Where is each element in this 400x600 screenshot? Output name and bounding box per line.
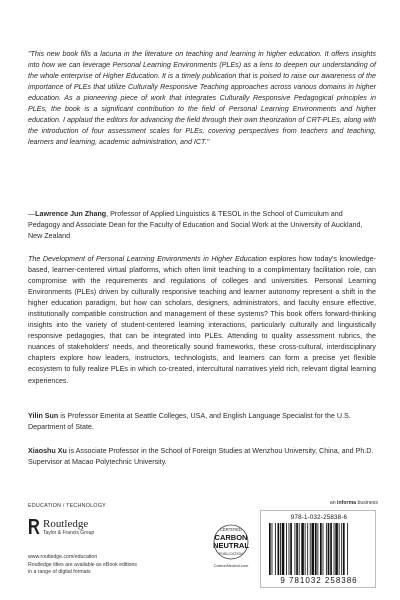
barcode-bar <box>305 523 306 575</box>
isbn-number: 978-1-032-25838-6 <box>290 514 348 521</box>
barcode-bar <box>272 523 273 575</box>
ebook-note: in a range of digital formats <box>28 569 91 575</box>
editor-name: Yilin Sun <box>28 412 59 420</box>
barcode-bar <box>295 523 296 575</box>
barcode-bar <box>335 523 338 575</box>
barcode-bar <box>278 523 280 575</box>
barcode-icon <box>269 523 369 575</box>
barcode-bar <box>317 523 318 575</box>
barcode-bar <box>330 523 332 575</box>
endorsement-quote: "This new book fills a lacuna in the literature on teaching and learning in higher education. It offers insights into how we can leverage Personal Learning Environments (PLEs) as a lens to deepen our understanding of the whole enterprise of Higher Education. It is a timely publication that is poised to raise our awareness of the importance of PLEs that utilize Culturally Responsive Teaching approaches across various domains in higher education. As a pioneering piece of work that integrates Culturally Responsive Pedagogical principles in PLEs, the book is a significant contribution to the field of Personal Learning Environments and higher education. I applaud the editors for advancing the field through their own theorization of CRT-PLEs, along with the introduction of four assessment scales for PLEs, covering perspectives from teachers and teaching, learners and learning, academic administration, and ICT." <box>28 50 376 147</box>
barcode-bar <box>334 523 335 575</box>
attribution-dash: — <box>28 210 36 218</box>
barcode-bar <box>326 523 327 575</box>
editor-name: Xiaoshu Xu <box>28 447 67 455</box>
barcode-box <box>260 510 376 588</box>
barcode-bar <box>301 523 304 575</box>
barcode-bar <box>343 523 345 575</box>
carbon-url: CarbonNeutral.com <box>213 563 249 568</box>
barcode-bar <box>315 523 317 575</box>
carbon-neutral-seal-icon <box>205 523 257 561</box>
barcode-bar <box>323 523 324 575</box>
barcode-bar <box>310 523 311 575</box>
book-title: The Development of Personal Learning Environments in Higher Education <box>28 255 267 263</box>
barcode-bar <box>280 523 281 575</box>
carbon-certified: CERTIFIED <box>219 527 243 532</box>
informa-brand: informa <box>337 500 357 506</box>
endorser-name: Lawrence Jun Zhang <box>35 210 107 218</box>
carbon-word: CARBON <box>214 533 248 542</box>
barcode-bar <box>299 523 300 575</box>
barcode-bar <box>282 523 285 575</box>
barcode-bar <box>320 523 322 575</box>
informa-prefix: an <box>329 500 338 506</box>
barcode-bar <box>269 523 271 575</box>
barcode-bar <box>341 523 342 575</box>
barcode-bar <box>289 523 290 575</box>
barcode-bar <box>275 523 276 575</box>
editor-description: is Associate Professor in the School of Foreign Studies at Wenzhou University, China, and Ph.D. Supervisor at Macao Polytechnic University. <box>28 447 374 467</box>
ebook-note: Routledge titles are available as eBook editions <box>28 562 138 568</box>
barcode-bar <box>290 523 292 575</box>
barcode-digits: 9 781032 258386 <box>280 576 358 585</box>
barcode-bar <box>296 523 298 575</box>
editor-bio <box>28 411 374 433</box>
book-description <box>28 254 376 387</box>
barcode-bar <box>286 523 287 575</box>
barcode-bar <box>312 523 315 575</box>
informa-line <box>330 500 378 506</box>
endorser-role: , Professor of Applied Linguistics & TESOL in the School of Curriculum and Pedagogy and Associate Dean for the Faculty of Education and Social Work at the University of Auckland, New Zealand <box>28 210 363 241</box>
publisher-name: Routledge <box>43 518 89 530</box>
carbon-neutral-badge <box>205 523 257 573</box>
barcode-bar <box>339 523 340 575</box>
routledge-logo-icon <box>28 518 40 535</box>
neutral-word: NEUTRAL <box>213 541 249 550</box>
description-body: explores how today's knowledge-based, learner-centered virtual platforms, which often limit teaching to a complimentary facilitation role, can compromise with the requirements and regulations of colleges and universities. Personal Learning Environments (PLEs) driven by culturally responsive teaching and learner autonomy represent a shift in the higher education paradigm, but how can scholars, designers, administrators, and faculty ensure effective, institutionally compatible construction and management of these systems? This book offers forward-thinking insights into the variety of student-centered learning interactions, particularly culturally and linguistically responsive pedagogies, that can be integrated into PLEs. Attending to quality assessment rubrics, the nuances of stakeholders' needs, and theoretically sound frameworks, these cross-cultural, interdisciplinary chapters explore how leaders, instructors, technologists, and learners can form a precise yet flexible ecosystem to fully realize PLEs in which co-created, intercultural narratives yield rich, relevant digital learning experiences. <box>28 255 376 385</box>
barcode-bar <box>347 523 348 575</box>
publisher-url: www.routledge.com/education <box>28 554 98 560</box>
informa-suffix: business <box>356 500 378 506</box>
barcode-area <box>260 500 378 590</box>
barcode-bar <box>307 523 308 575</box>
editor-bio <box>28 446 374 468</box>
subject-category: EDUCATION / TECHNOLOGY <box>28 503 106 509</box>
barcode-bar <box>328 523 330 575</box>
endorsement-attribution <box>28 209 374 242</box>
carbon-publication: PUBLICATION <box>219 552 243 556</box>
editor-description: is Professor Emerita at Seattle Colleges, USA, and English Language Specialist for the U.S. Department of State. <box>28 412 351 432</box>
publisher-group: Taylor & Francis Group <box>43 530 95 536</box>
